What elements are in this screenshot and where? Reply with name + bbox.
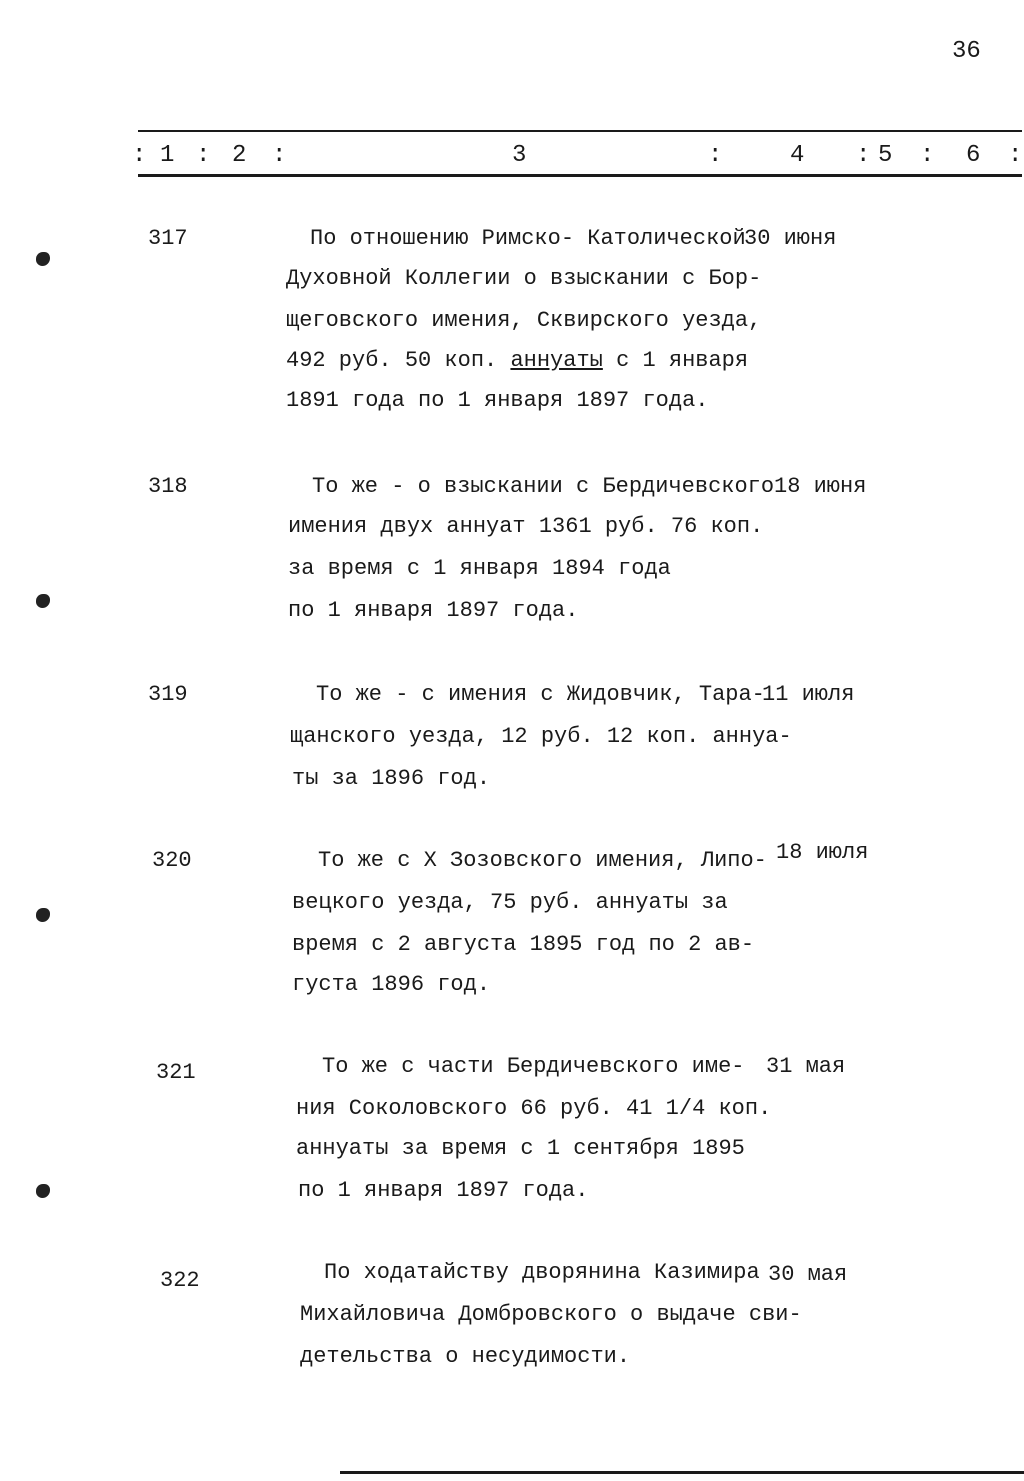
entry-number: 321 xyxy=(156,1060,196,1085)
entry-text-line: за время с 1 января 1894 года xyxy=(288,556,671,581)
entry-text-line: По ходатайству дворянина Казимира xyxy=(324,1260,760,1285)
header-separator: : xyxy=(272,142,287,169)
header-separator: : xyxy=(132,142,147,169)
header-rule-top xyxy=(138,130,1022,132)
entry-text-line: ния Соколовского 66 руб. 41 1/4 коп. xyxy=(296,1096,772,1121)
header-col-5: 5 xyxy=(878,142,893,169)
entry-text-line: То же с части Бердичевского име- xyxy=(322,1054,745,1079)
entry-text-line: густа 1896 год. xyxy=(292,972,491,997)
header-col-3: 3 xyxy=(512,142,527,169)
underlined-term: аннуаты xyxy=(510,348,603,373)
entry-text-line: по 1 января 1897 года. xyxy=(298,1178,589,1203)
binder-hole xyxy=(36,594,50,608)
entry-text-line: имения двух аннуат 1361 руб. 76 коп. xyxy=(288,514,764,539)
entry-text-line: вецкого уезда, 75 руб. аннуаты за xyxy=(292,890,728,915)
header-separator: : xyxy=(856,142,871,169)
entry-text-line: щанского уезда, 12 руб. 12 коп. аннуа- xyxy=(290,724,792,749)
entry-date: 30 мая xyxy=(768,1262,848,1287)
entry-text-line: по 1 января 1897 года. xyxy=(288,598,579,623)
header-col-4: 4 xyxy=(790,142,805,169)
header-separator: : xyxy=(1008,142,1023,169)
header-col-1: 1 xyxy=(160,142,175,169)
page-bottom-rule xyxy=(340,1471,1024,1474)
header-col-6: 6 xyxy=(966,142,981,169)
entry-number: 320 xyxy=(152,848,192,873)
amount-text: 492 руб. 50 коп. xyxy=(286,348,498,373)
entry-text-line: То же - о взыскании с Бердичевского xyxy=(312,474,775,499)
entry-text-line: щеговского имения, Сквирского уезда, xyxy=(286,308,762,333)
header-rule-bottom xyxy=(138,174,1022,177)
header-col-2: 2 xyxy=(232,142,247,169)
entry-date: 30 июня xyxy=(744,226,837,251)
binder-hole xyxy=(36,1184,50,1198)
entry-text-line: По отношению Римско- Католической xyxy=(310,226,746,251)
entry-text-line: детельства о несудимости. xyxy=(300,1344,631,1369)
entry-text-line: Духовной Коллегии о взыскании с Бор- xyxy=(286,266,762,291)
header-separator: : xyxy=(196,142,211,169)
entry-number: 317 xyxy=(148,226,188,251)
entry-date: 31 мая xyxy=(766,1054,846,1079)
binder-hole xyxy=(36,252,50,266)
header-separator: : xyxy=(920,142,935,169)
entry-text-line xyxy=(286,348,748,373)
entry-text-line: Михайловича Домбровского о выдаче сви- xyxy=(300,1302,802,1327)
entry-text-line: То же - с имения с Жидовчик, Тара- xyxy=(316,682,765,707)
entry-number: 322 xyxy=(160,1268,200,1293)
entry-date: 18 июля xyxy=(776,840,869,865)
entry-date: 18 июня xyxy=(774,474,867,499)
entry-number: 318 xyxy=(148,474,188,499)
column-header-row xyxy=(0,142,1024,172)
page-number: 36 xyxy=(952,38,981,65)
entry-text-line: аннуаты за время с 1 сентября 1895 xyxy=(296,1136,745,1161)
entry-text-line: То же с Х Зозовского имения, Липо- xyxy=(318,848,767,873)
entry-number: 319 xyxy=(148,682,188,707)
header-separator: : xyxy=(708,142,723,169)
date-text: с 1 января xyxy=(616,348,749,373)
entry-text-line: время с 2 августа 1895 год по 2 ав- xyxy=(292,932,755,957)
entry-date: 11 июля xyxy=(762,682,855,707)
entry-text-line: ты за 1896 год. xyxy=(292,766,491,791)
entry-text-line: 1891 года по 1 января 1897 года. xyxy=(286,388,709,413)
binder-hole xyxy=(36,908,50,922)
